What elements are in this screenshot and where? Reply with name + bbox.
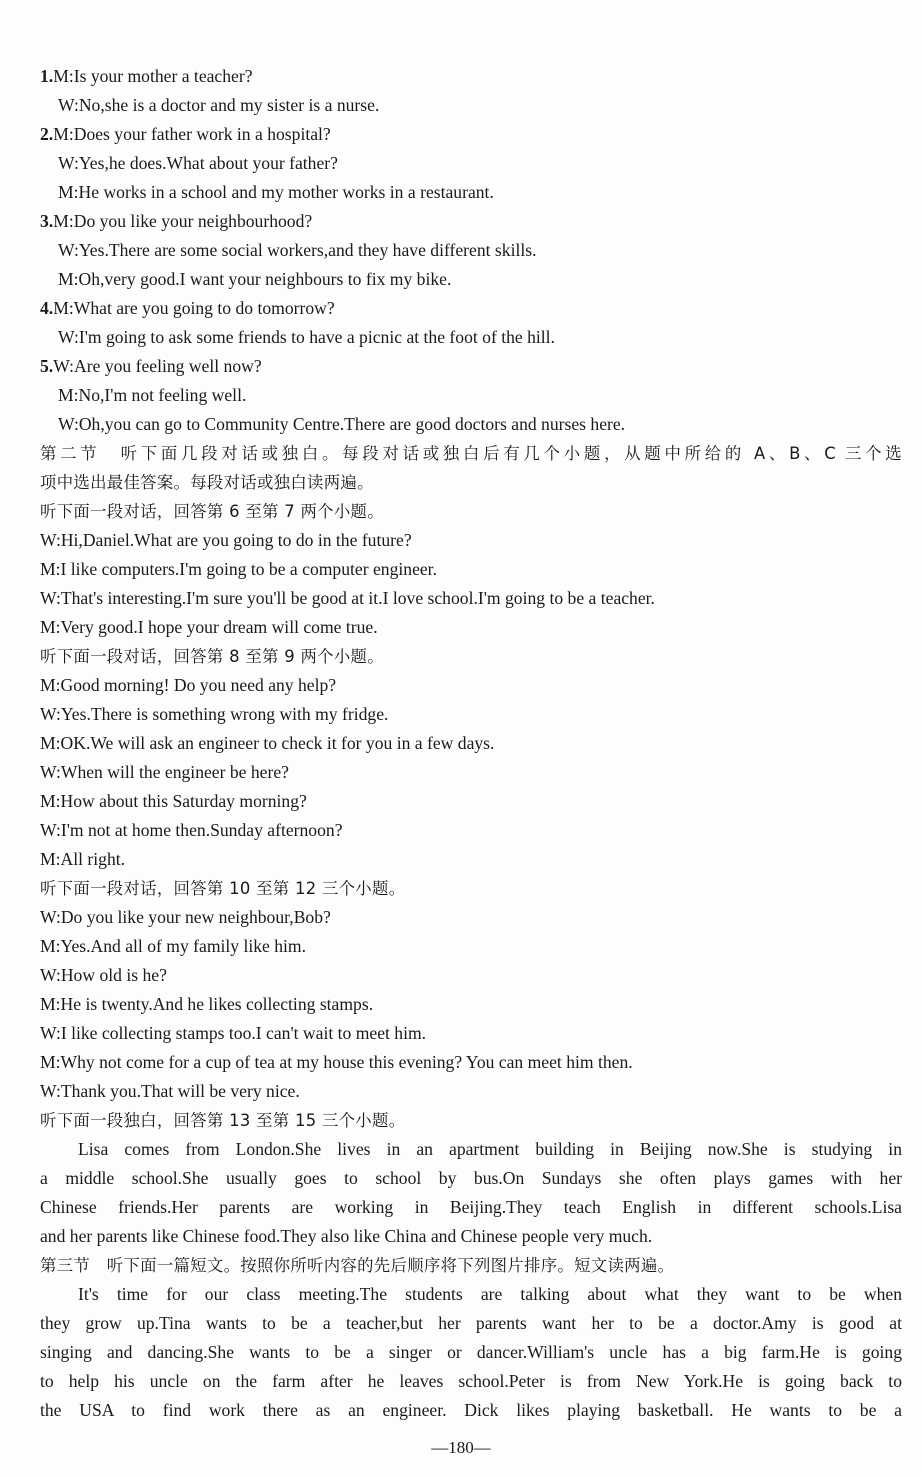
section-instruction-line: [40, 439, 902, 468]
line-text: M:Very good.I hope your dream will come true.: [40, 617, 378, 637]
line-text: W:Hi,Daniel.What are you going to do in the future?: [40, 530, 412, 550]
transcript-line: [40, 149, 902, 178]
transcript-line: [40, 1280, 902, 1309]
transcript-line: [40, 1367, 902, 1396]
question-number: 3.: [40, 211, 54, 231]
transcript-line: [40, 265, 902, 294]
line-text: the USA to find work there as an engineer. Dick likes playing basketball. He wants to be a: [40, 1400, 902, 1420]
transcript-line: [40, 381, 902, 410]
transcript-line: [40, 700, 902, 729]
transcript-line: [40, 903, 902, 932]
line-text: singing and dancing.She wants to be a singer or dancer.William's uncle has a big farm.He is going: [40, 1342, 902, 1362]
transcript-line: [40, 1222, 902, 1251]
line-text: Chinese friends.Her parents are working in Beijing.They teach English in different schools.Lisa: [40, 1197, 902, 1217]
line-text: M:I like computers.I'm going to be a computer engineer.: [40, 559, 437, 579]
transcript-line: [40, 1048, 902, 1077]
transcript-line: [40, 1396, 902, 1425]
transcript-line: [40, 787, 902, 816]
line-text: W:Yes.There is something wrong with my fridge.: [40, 704, 389, 724]
line-text: W:How old is he?: [40, 965, 167, 985]
section-instruction-line: [40, 468, 902, 497]
line-text: M:All right.: [40, 849, 126, 869]
line-text: they grow up.Tina wants to be a teacher,but her parents want her to be a doctor.Amy is good at: [40, 1313, 902, 1333]
transcript-line: [40, 1135, 902, 1164]
line-text: M:Why not come for a cup of tea at my house this evening? You can meet him then.: [40, 1052, 633, 1072]
line-text: It's time for our class meeting.The students are talking about what they want to be when: [78, 1284, 902, 1304]
line-text: W:I'm going to ask some friends to have a picnic at the foot of the hill.: [58, 327, 555, 347]
line-text: W:Oh,you can go to Community Centre.There are good doctors and nurses here.: [58, 414, 626, 434]
question-number: 4.: [40, 298, 54, 318]
transcript-line: [40, 845, 902, 874]
page-number: —180—: [431, 1438, 491, 1457]
transcript-line: [40, 1077, 902, 1106]
line-text: to help his uncle on the farm after he leaves school.Peter is from New York.He is going back to: [40, 1371, 902, 1391]
line-text: and her parents like Chinese food.They also like China and Chinese people very much.: [40, 1226, 653, 1246]
line-text: 项中选出最佳答案。每段对话或独白读两遍。: [40, 473, 374, 492]
transcript-line: [40, 729, 902, 758]
line-text: M:Do you like your neighbourhood?: [53, 211, 313, 231]
line-text: W:I'm not at home then.Sunday afternoon?: [40, 820, 343, 840]
line-text: W:Thank you.That will be very nice.: [40, 1081, 300, 1101]
line-text: 听下面一段对话，回答第 6 至第 7 两个小题。: [40, 502, 384, 521]
transcript-line: [40, 816, 902, 845]
transcript-line: [40, 352, 902, 381]
line-text: W:No,she is a doctor and my sister is a nurse.: [58, 95, 380, 115]
transcript-line: [40, 410, 902, 439]
line-text: W:That's interesting.I'm sure you'll be good at it.I love school.I'm going to be a teacher.: [40, 588, 655, 608]
transcript-line: [40, 613, 902, 642]
transcript-line: [40, 671, 902, 700]
line-text: M:Is your mother a teacher?: [53, 66, 253, 86]
line-text: W:Yes.There are some social workers,and they have different skills.: [58, 240, 537, 260]
transcript-line: [40, 62, 902, 91]
transcript-line: [40, 990, 902, 1019]
line-text: M:Oh,very good.I want your neighbours to fix my bike.: [58, 269, 452, 289]
transcript-line: [40, 294, 902, 323]
question-number: 2.: [40, 124, 54, 144]
line-text: M:Yes.And all of my family like him.: [40, 936, 307, 956]
line-text: M:Does your father work in a hospital?: [53, 124, 331, 144]
line-text: Lisa comes from London.She lives in an apartment building in Beijing now.She is studying in: [78, 1139, 902, 1159]
line-text: 第二节 听下面几段对话或独白。每段对话或独白后有几个小题，从题中所给的 A、B、C 三个选: [40, 444, 902, 463]
line-text: W:Are you feeling well now?: [53, 356, 262, 376]
transcript-body: [40, 62, 902, 1425]
question-number: 5.: [40, 356, 54, 376]
transcript-line: [40, 1164, 902, 1193]
transcript-line: [40, 178, 902, 207]
transcript-line: [40, 1338, 902, 1367]
transcript-line: [40, 323, 902, 352]
transcript-line: [40, 91, 902, 120]
line-text: 第三节 听下面一篇短文。按照你所听内容的先后顺序将下列图片排序。短文读两遍。: [40, 1256, 675, 1275]
line-text: W:Yes,he does.What about your father?: [58, 153, 338, 173]
line-text: M:No,I'm not feeling well.: [58, 385, 247, 405]
section-instruction-line: [40, 1106, 902, 1135]
question-number: 1.: [40, 66, 54, 86]
line-text: M:How about this Saturday morning?: [40, 791, 307, 811]
line-text: M:Good morning! Do you need any help?: [40, 675, 337, 695]
transcript-line: [40, 526, 902, 555]
transcript-line: [40, 932, 902, 961]
section-instruction-line: [40, 497, 902, 526]
line-text: W:Do you like your new neighbour,Bob?: [40, 907, 331, 927]
line-text: M:What are you going to do tomorrow?: [53, 298, 335, 318]
transcript-line: [40, 207, 902, 236]
line-text: M:OK.We will ask an engineer to check it for you in a few days.: [40, 733, 495, 753]
line-text: 听下面一段对话，回答第 8 至第 9 两个小题。: [40, 647, 384, 666]
line-text: M:He is twenty.And he likes collecting stamps.: [40, 994, 374, 1014]
line-text: 听下面一段对话，回答第 10 至第 12 三个小题。: [40, 879, 406, 898]
section-instruction-line: [40, 1251, 902, 1280]
transcript-line: [40, 120, 902, 149]
transcript-line: [40, 961, 902, 990]
line-text: W:When will the engineer be here?: [40, 762, 289, 782]
section-instruction-line: [40, 642, 902, 671]
transcript-line: [40, 1309, 902, 1338]
transcript-line: [40, 555, 902, 584]
transcript-line: [40, 236, 902, 265]
line-text: W:I like collecting stamps too.I can't wait to meet him.: [40, 1023, 427, 1043]
transcript-line: [40, 758, 902, 787]
transcript-line: [40, 1019, 902, 1048]
section-instruction-line: [40, 874, 902, 903]
line-text: a middle school.She usually goes to school by bus.On Sundays she often plays games with her: [40, 1168, 902, 1188]
line-text: 听下面一段独白，回答第 13 至第 15 三个小题。: [40, 1111, 406, 1130]
transcript-line: [40, 584, 902, 613]
line-text: M:He works in a school and my mother works in a restaurant.: [58, 182, 494, 202]
transcript-line: [40, 1193, 902, 1222]
